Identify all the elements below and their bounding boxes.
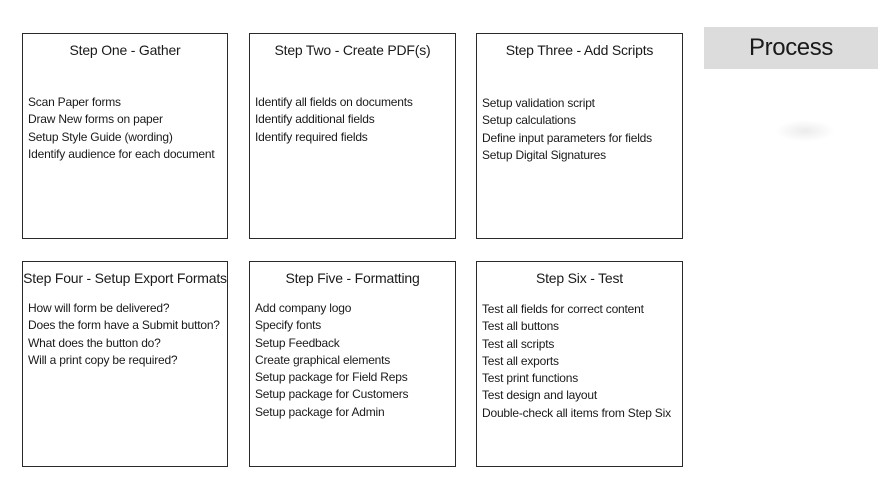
list-item: Test all exports: [482, 353, 559, 368]
list-item: Test design and layout: [482, 388, 598, 403]
list-item: Test all buttons: [482, 319, 559, 334]
list-item: Test all scripts: [482, 336, 555, 351]
step-four-list: [23, 300, 227, 369]
list-item: Add company logo: [255, 301, 352, 315]
step-five-list: [250, 300, 455, 421]
list-item: Test print functions: [482, 371, 579, 386]
list-item: Identify all fields on documents: [255, 95, 413, 109]
list-item: Define input parameters for fields: [482, 130, 652, 145]
list-item: Test all fields for correct content: [482, 302, 644, 316]
step-six-box: [476, 261, 683, 467]
step-one-box: [22, 33, 228, 239]
step-three-title: Step Three - Add Scripts: [505, 42, 654, 58]
list-item: Setup validation script: [482, 96, 595, 110]
list-item: Setup Digital Signatures: [482, 147, 606, 162]
list-item: Setup package for Field Reps: [255, 370, 408, 385]
list-item: Identify audience for each document: [28, 146, 215, 161]
step-one-title: Step One - Gather: [69, 42, 181, 58]
list-item: Double-check all items from Step Six: [482, 405, 671, 420]
list-item: Setup calculations: [482, 113, 576, 128]
step-three-box: [476, 33, 683, 239]
list-item: Setup Style Guide (wording): [28, 129, 173, 144]
list-item: Identify required fields: [255, 129, 368, 144]
list-item: Create graphical elements: [255, 352, 391, 367]
step-two-list: [250, 94, 455, 146]
list-item: Will a print copy be required?: [28, 352, 178, 367]
step-one-list: [23, 94, 227, 163]
list-item: Setup package for Admin: [255, 404, 385, 419]
step-four-box: [22, 261, 228, 467]
step-two-box: [249, 33, 456, 239]
list-item: Draw New forms on paper: [28, 112, 163, 127]
list-item: Does the form have a Submit button?: [28, 318, 220, 333]
process-label: Process: [704, 27, 878, 69]
step-five-box: [249, 261, 456, 467]
step-two-title: Step Two - Create PDF(s): [274, 42, 431, 58]
list-item: Scan Paper forms: [28, 95, 121, 109]
list-item: Specify fonts: [255, 318, 322, 333]
list-item: Identify additional fields: [255, 112, 375, 127]
list-item: How will form be delivered?: [28, 301, 170, 315]
step-three-list: [477, 95, 682, 164]
step-six-title: Step Six - Test: [535, 270, 623, 286]
step-four-title: Step Four - Setup Export Formats: [23, 270, 227, 286]
list-item: Setup Feedback: [255, 335, 340, 350]
step-five-title: Step Five - Formatting: [285, 270, 420, 286]
step-six-list: [477, 301, 682, 422]
paper-smudge: [775, 120, 835, 142]
list-item: Setup package for Customers: [255, 387, 409, 402]
list-item: What does the button do?: [28, 335, 161, 350]
